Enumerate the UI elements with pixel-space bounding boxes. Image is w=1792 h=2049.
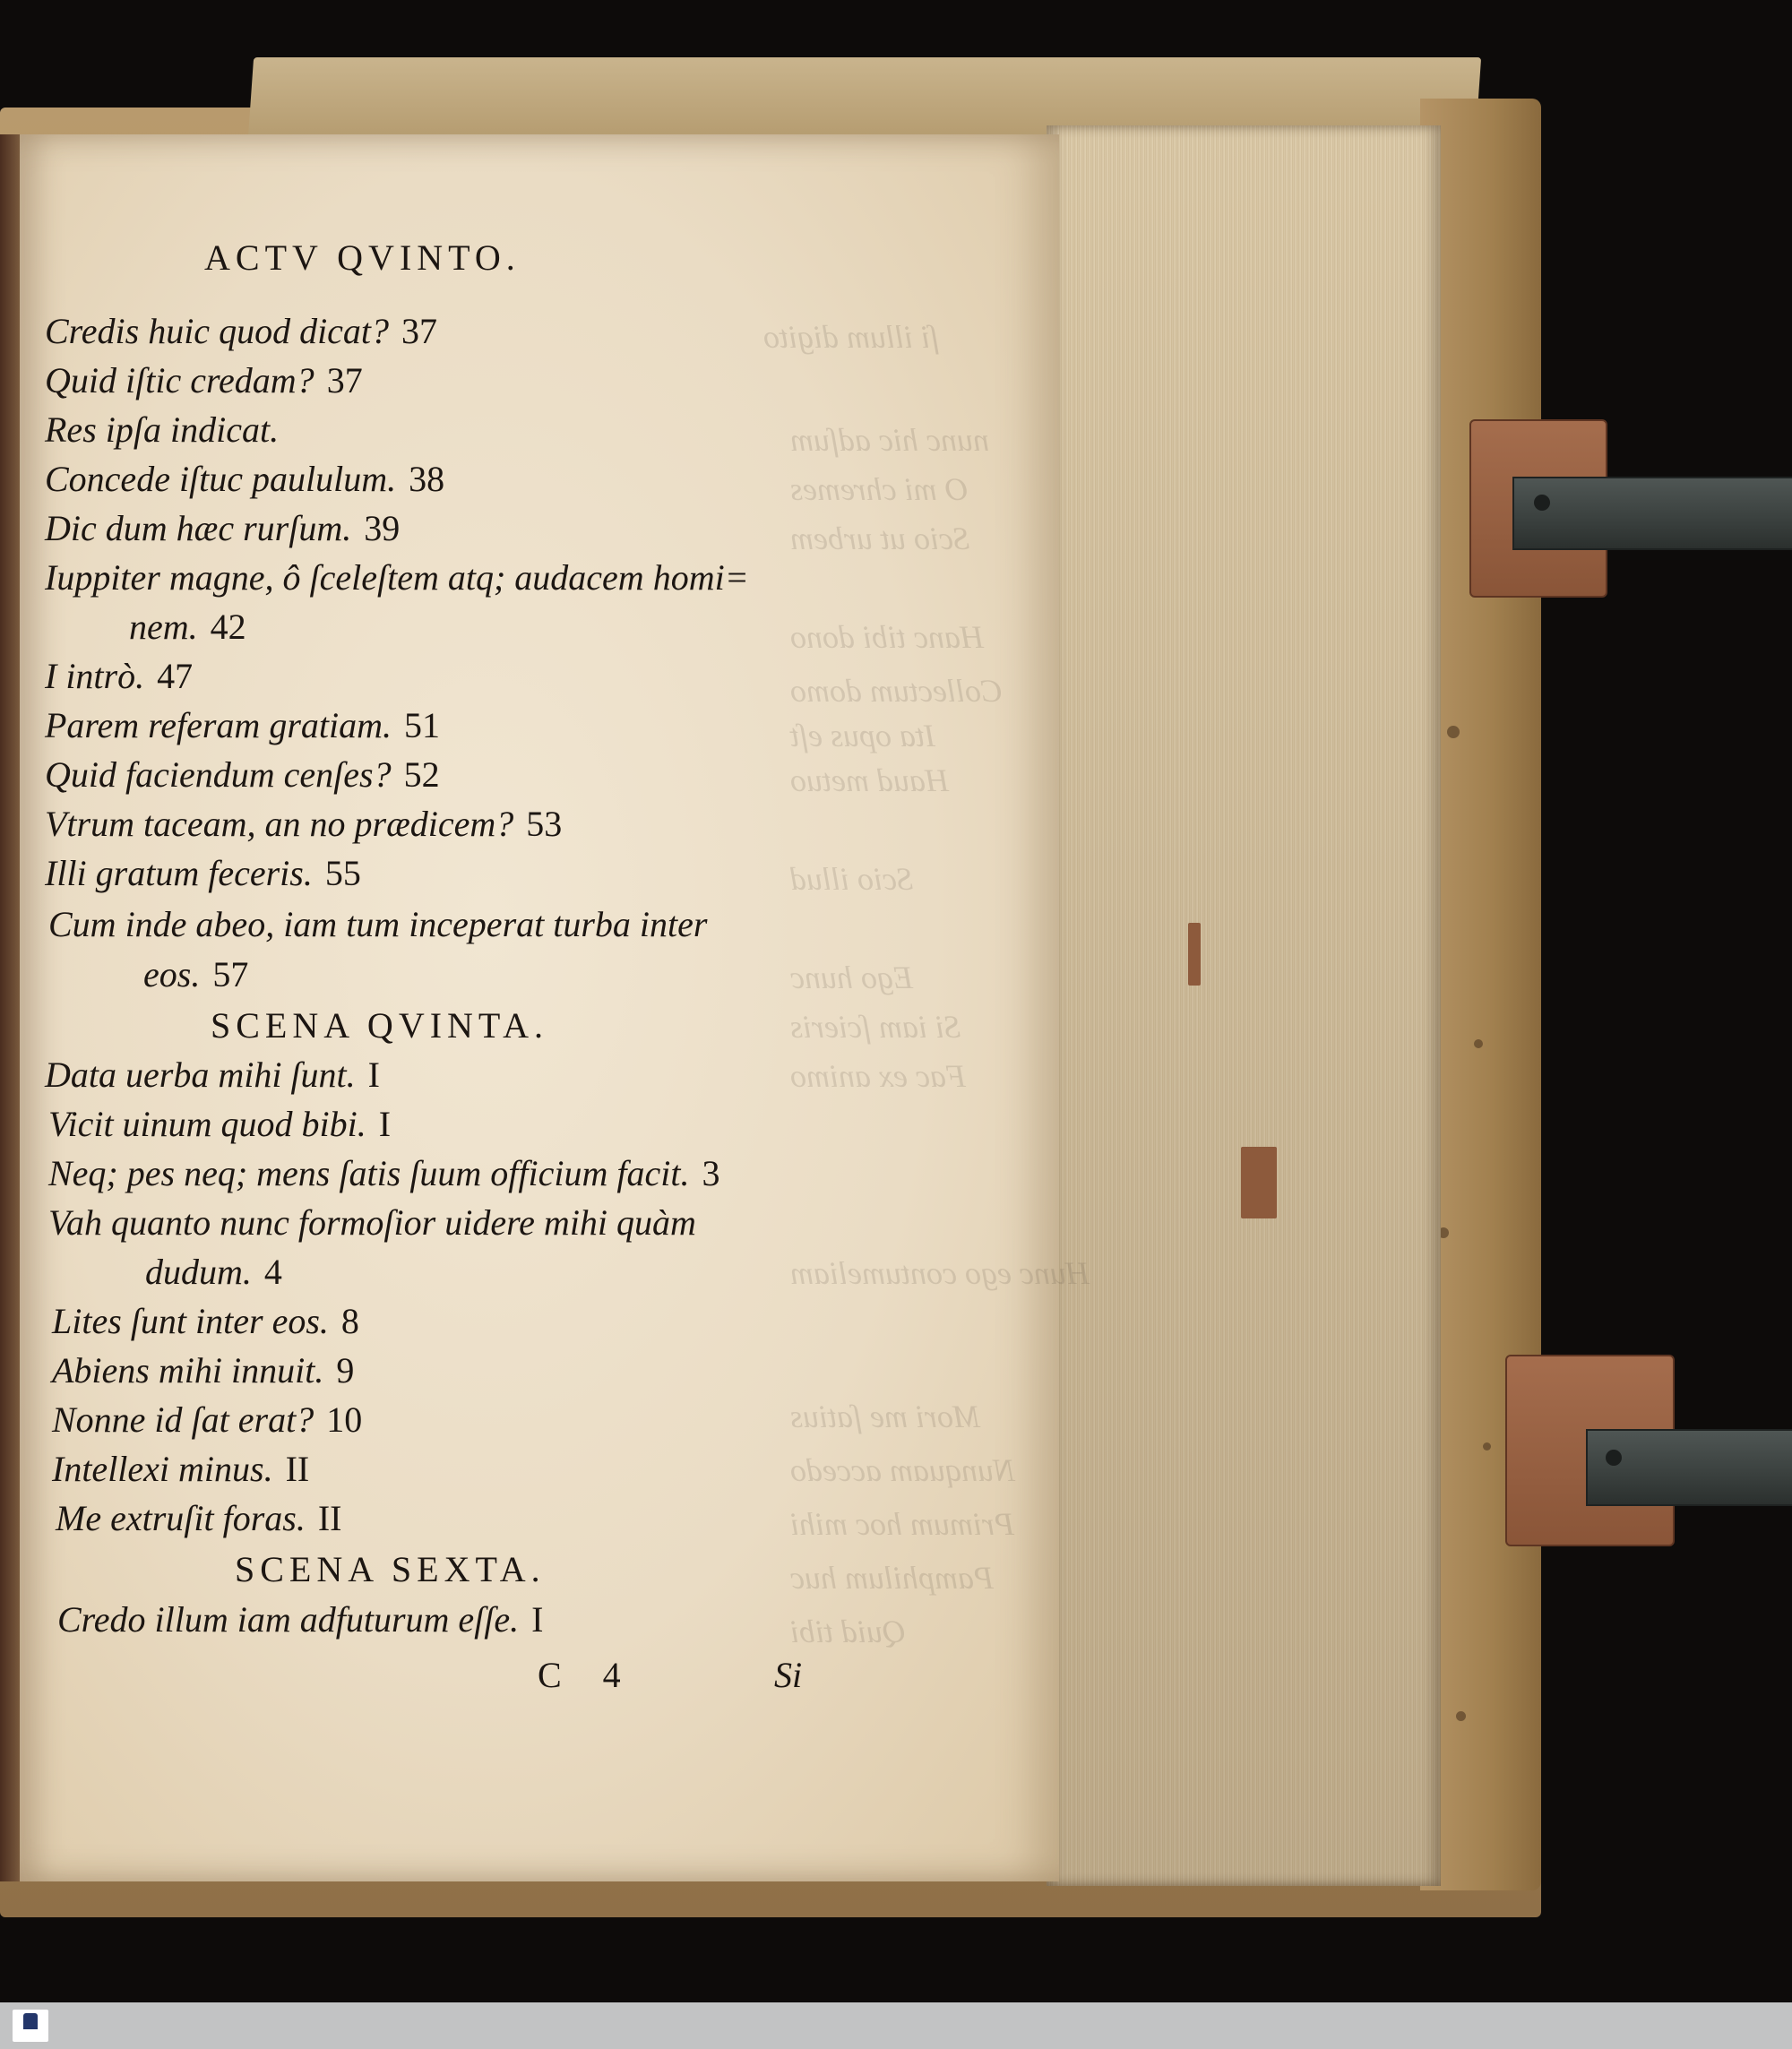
text-line: Credo illum iam adfuturum eſſe. I: [57, 1599, 544, 1640]
text-line: Iuppiter magne, ô ſceleſtem atq; audacem homi=: [45, 557, 749, 598]
text-line: eos. 57: [143, 954, 249, 994]
text-line: Parem referam gratiam. 51: [45, 705, 440, 745]
text-line: Intellexi minus. II: [52, 1449, 310, 1489]
text-line: Nonne id ſat erat? 10: [52, 1399, 363, 1440]
text-line: Res ipſa indicat.: [45, 409, 280, 450]
scene-heading: SCENA QVINTA.: [211, 1005, 549, 1046]
text-line: Vicit uinum quod bibi. I: [48, 1104, 392, 1144]
text-line: I intrò. 47: [45, 656, 194, 696]
signature-mark: C 4: [538, 1655, 637, 1695]
printed-page: [20, 134, 1090, 1881]
text-line: Data uerba mihi ſunt. I: [45, 1055, 380, 1095]
clasp-metal-bottom: [1586, 1429, 1792, 1506]
running-head: ACTV QVINTO.: [204, 237, 521, 278]
text-line: Concede iſtuc paululum. 38: [45, 459, 445, 499]
clasp-metal-top: [1512, 477, 1792, 550]
text-line: Me extruſit foras. II: [56, 1498, 342, 1538]
page-tab: [1188, 923, 1201, 986]
text-line: Quid faciendum cenſes? 52: [45, 754, 440, 795]
text-line: Lites ſunt inter eos. 8: [52, 1301, 359, 1341]
catchword: Si: [774, 1655, 803, 1695]
page-tab: [1241, 1147, 1277, 1218]
text-line: Dic dum hæc rurſum. 39: [45, 508, 401, 548]
library-logo-icon: [13, 2010, 48, 2042]
text-line: Neq; pes neq; mens ſatis ſuum officium facit. 3: [48, 1153, 720, 1193]
text-line: dudum. 4: [145, 1252, 282, 1292]
text-line: Credis huic quod dicat? 37: [45, 311, 438, 351]
text-line: Abiens mihi innuit. 9: [52, 1350, 355, 1390]
page-text: [20, 134, 1090, 1881]
show-through-text: ſi illum digito nunc hic adſum O mi chremes Scio ut urbem Hanc tibi dono Collectum domo Ita opus eſt Haud metuo Scio illud Ego hunc Si iam ſcieris Fac ex animo Hunc ego contumeliam Mori me ſatius Nunquam accedo Primum hoc mihi Pamphilum huc Quid tibi: [763, 319, 1090, 1649]
text-line: Quid iſtic credam? 37: [45, 360, 363, 400]
text-line: Vah quanto nunc formoſior uidere mihi quàm: [48, 1202, 696, 1243]
text-line: Vtrum taceam, an no prædicem? 53: [45, 804, 563, 844]
scene-heading: SCENA SEXTA.: [235, 1549, 546, 1589]
text-line: nem. 42: [129, 607, 246, 647]
viewer-footer-bar: [0, 2002, 1792, 2049]
text-line: Cum inde abeo, iam tum inceperat turba inter: [48, 904, 708, 944]
text-line: Illi gratum feceris. 55: [45, 853, 361, 893]
